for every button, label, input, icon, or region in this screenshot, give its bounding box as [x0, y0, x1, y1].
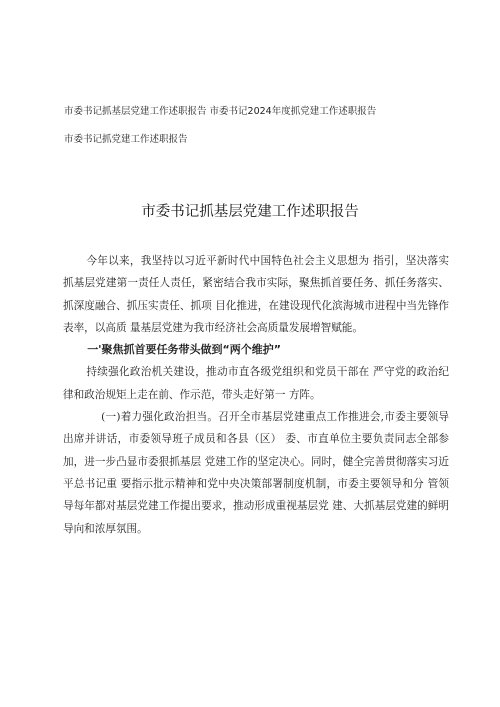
subsection-1-paragraph: (一)着力强化政治担当。召开全市基层党建重点工作推进会,市委主要领导出席并讲话，市委领导班子成员和各县（区） 委、市直单位主要负责同志全部参加，进一步凸显市委狠抓基层 党建工作的坚定决心。同时，健全完善贯彻落实习近平总书记重 要指示批示精神和党中央决策部署制度机制，市委主要领导和分 管领导每年都对基层党建工作提出要求，推动形成重视基层党 建、大抓基层党建的鲜明导向和浓厚氛围。: [63, 411, 449, 535]
section-1-heading: 一'聚焦抓首要任务带头做到“两个维护”: [87, 343, 282, 357]
document-body: [63, 250, 449, 540]
intro-paragraph: 今年以来，我坚持以习近平新时代中国特色社会主义思想为 指引，坚决落实抓基层党建第一责任人责任，紧密结合我市实际，聚焦抓首要任务、抓任务落实、抓深度融合、抓压实责任、抓项 目化推进，在建设现代化滨海城市进程中当先锋作表率，以高质 量基层党建为我市经济社会高质量发展增智赋能。: [63, 255, 449, 334]
header-line-1: 市委书记抓基层党建工作述职报告 市委书记2024年度抓党建工作述职报告: [64, 106, 377, 117]
header-line-2: 市委书记抓党建工作述职报告: [64, 134, 188, 145]
section-1-paragraph: 持续强化政治机关建设，推动市直各级党组织和党员干部在 严守党的政治纪律和政治规矩上走在前、作示范，带头走好第一 方阵。: [63, 366, 449, 401]
document-title: 市委书记抓基层党建工作述职报告: [141, 204, 359, 220]
